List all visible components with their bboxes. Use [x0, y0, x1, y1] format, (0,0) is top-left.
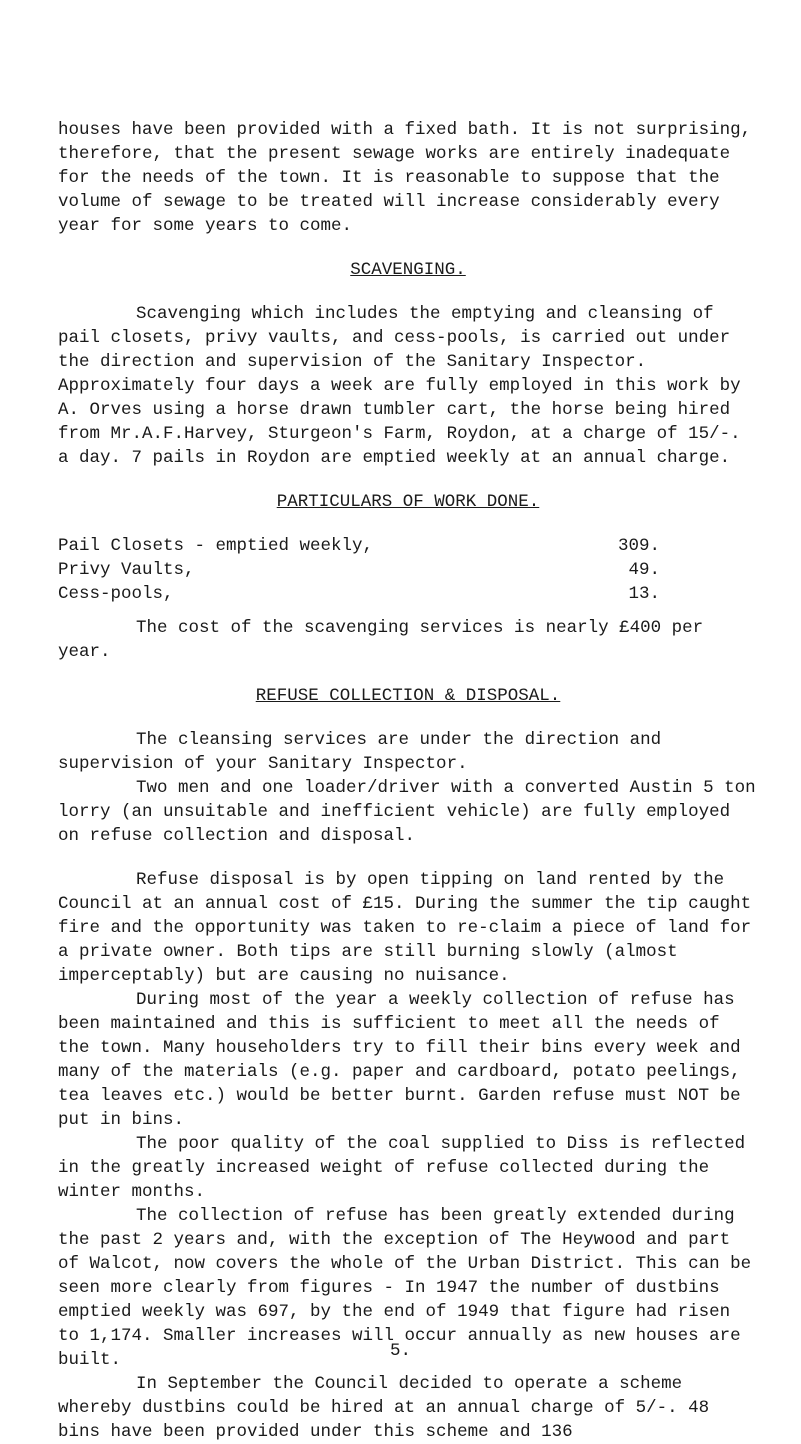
refuse-paragraph: The collection of refuse has been greatly extended during the past 2 years and, with the exception of The Heywood and part of Walcot, now covers the whole of the Urban District. This can be seen more clearly from figures - In 1947 the number of dustbins emptied weekly was 697, by the end of 1949 that figure had risen to 1,174. Smaller increases will occur annually as new houses are built. [58, 1206, 752, 1370]
intro-paragraph: houses have been provided with a fixed bath. It is not surprising, therefore, that the present sewage works are entirely inadequate for the needs of the town. It is reasonable to suppose that the volume of sewage to be treated will increase considerably every year for some years to come. [58, 120, 752, 236]
scavenging-paragraph: Scavenging which includes the emptying and cleansing of pail closets, privy vaults, and cess-pools, is carried out under the direction and supervision of the Sanitary Inspector. Approximately four days a week are fully employed in this work by A. Orves using a horse drawn tumbler cart, the horse being hired from Mr.A.F.Harvey, Sturgeon's Farm, Roydon, at a charge of 15/-. a day. 7 pails in Roydon are emptied weekly at an annual charge. [58, 304, 741, 468]
particulars-row [58, 558, 660, 582]
refuse-paragraph: Refuse disposal is by open tipping on land rented by the Council at an annual cost of £15. During the summer the tip caught fire and the opportunity was taken to re-claim a piece of land for a private owner. Both tips are still burning slowly (almost imperceptably) but are causing no nuisance. [58, 870, 752, 986]
particulars-row-label: Pail Closets - emptied weekly, [58, 536, 374, 556]
refuse-heading: REFUSE COLLECTION & DISPOSAL. [255, 686, 561, 706]
particulars-row-label: Privy Vaults, [58, 560, 195, 580]
refuse-paragraph: Two men and one loader/driver with a converted Austin 5 ton lorry (an unsuitable and inefficient vehicle) are fully employed on refuse collection and disposal. [58, 778, 756, 846]
refuse-paragraph: The cleansing services are under the direction and supervision of your Sanitary Inspector. [58, 730, 662, 774]
document-page [58, 118, 758, 1444]
scavenging-heading: SCAVENGING. [350, 260, 466, 280]
particulars-table [58, 534, 758, 606]
refuse-paragraph: In September the Council decided to operate a scheme whereby dustbins could be hired at an annual charge of 5/-. 48 bins have been provided under this scheme and 136 [58, 1374, 710, 1442]
particulars-row-value: 309. [617, 536, 660, 556]
particulars-row-value: 13. [628, 584, 660, 604]
scavenging-cost-note: The cost of the scavenging services is nearly £400 per year. [58, 618, 704, 662]
particulars-row-label: Cess-pools, [58, 584, 174, 604]
particulars-row-value: 49. [628, 560, 660, 580]
particulars-row [58, 534, 660, 558]
refuse-paragraph: During most of the year a weekly collection of refuse has been maintained and this is sufficient to meet all the needs of the town. Many householders try to fill their bins every week and many of the materials (e.g. paper and cardboard, potato peelings, tea leaves etc.) would be better burnt. Garden refuse must NOT be put in bins. [58, 990, 741, 1130]
particulars-heading: PARTICULARS OF WORK DONE. [276, 492, 540, 512]
refuse-paragraph: The poor quality of the coal supplied to Diss is reflected in the greatly increased weight of refuse collected during the winter months. [58, 1134, 746, 1202]
particulars-row [58, 582, 660, 606]
page-number: 5. [389, 1341, 411, 1361]
